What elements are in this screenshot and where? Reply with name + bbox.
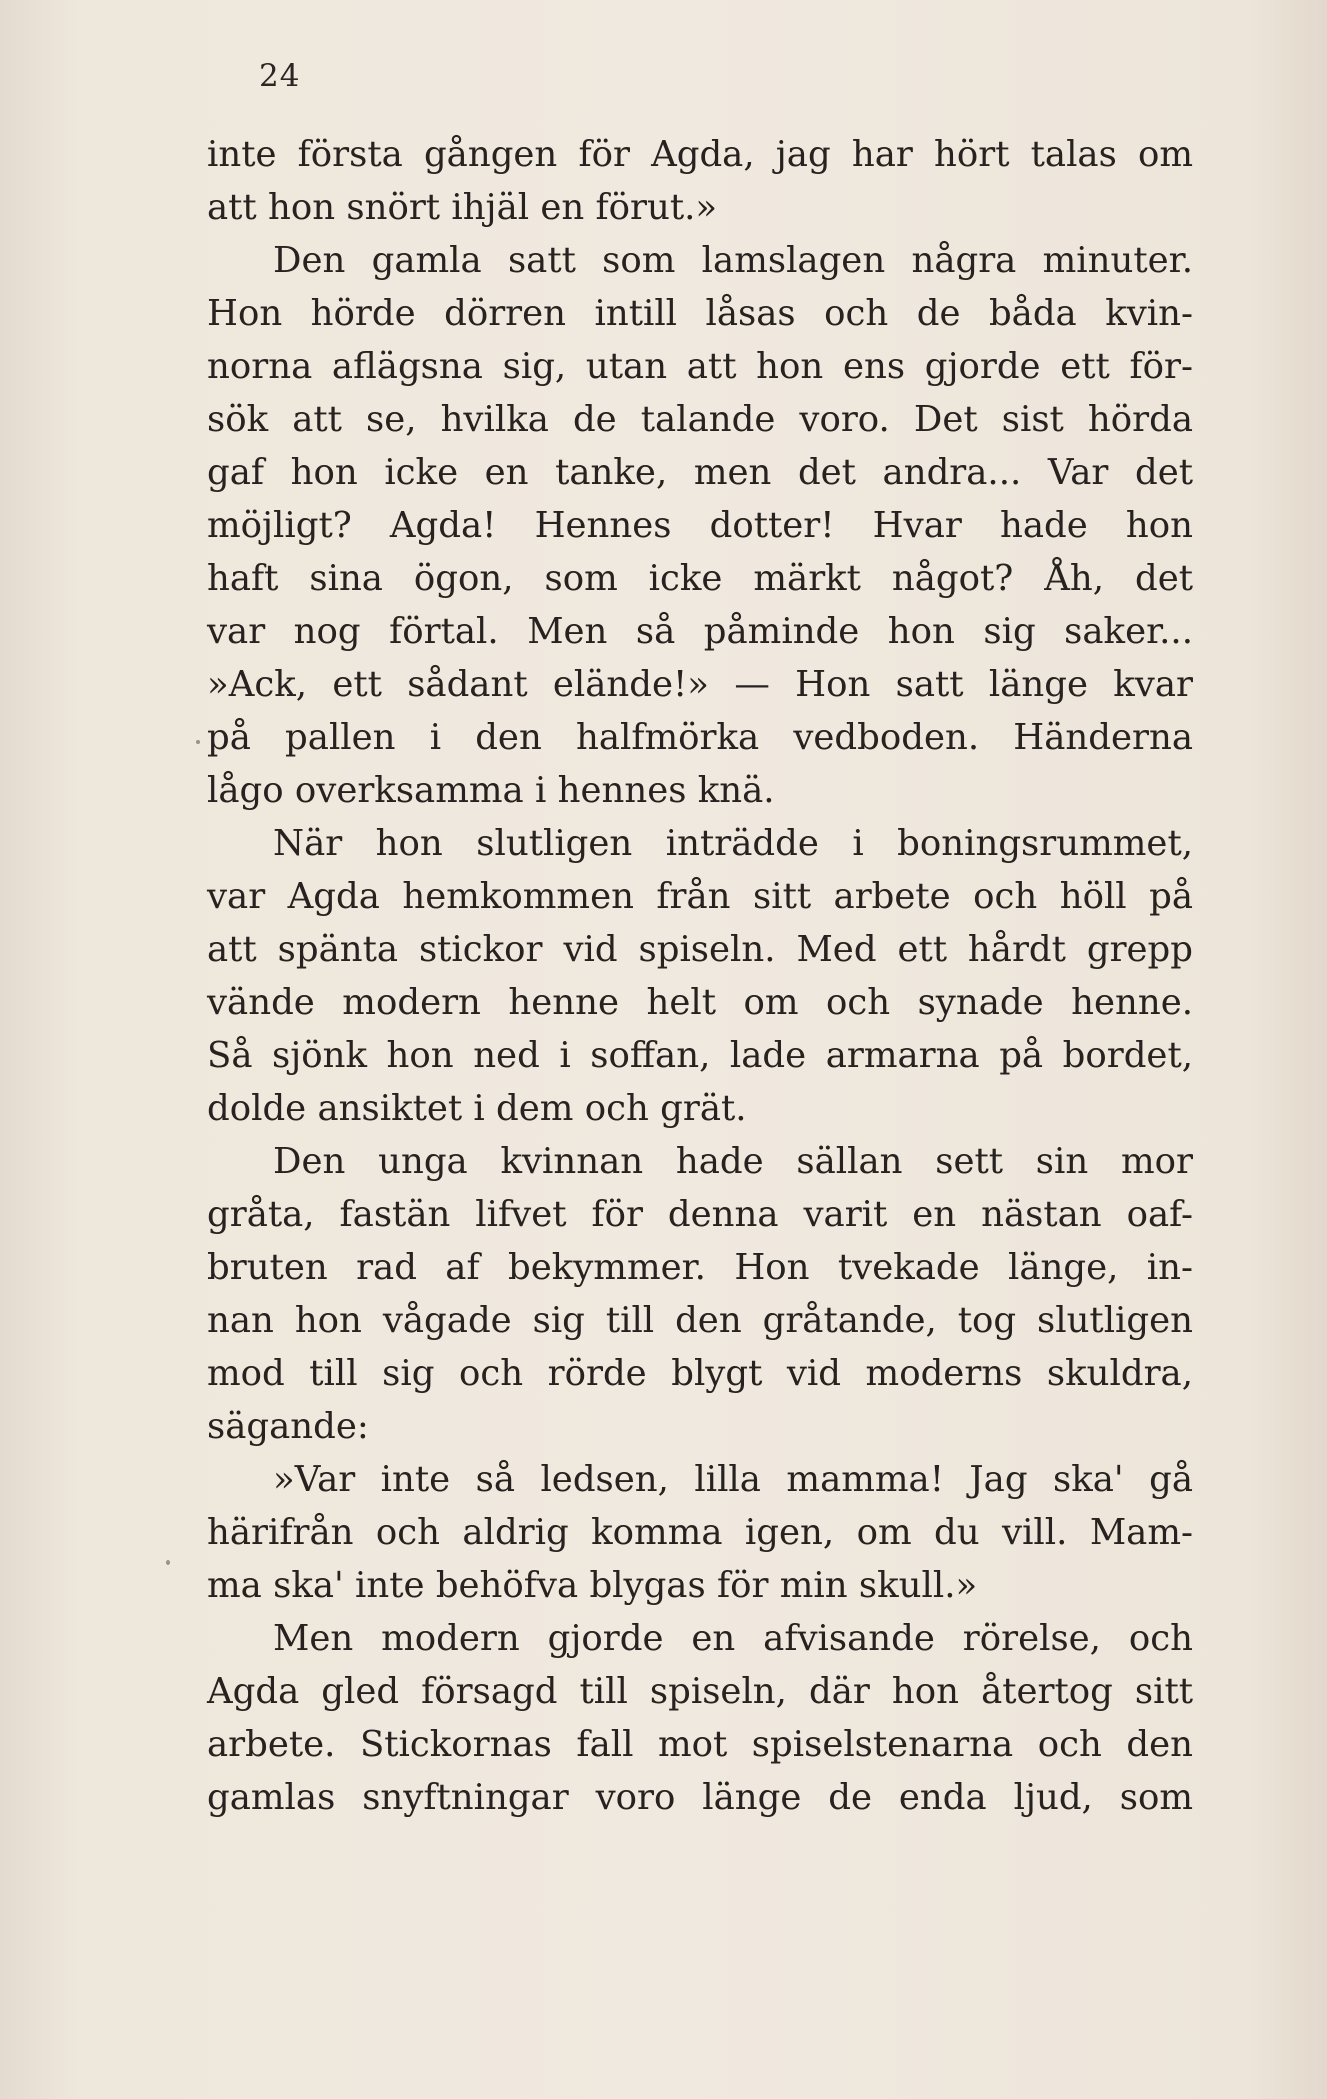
text-line: var nog förtal. Men så påminde hon sig saker... [207,611,1193,652]
text-line: gråta, fastän lifvet för denna varit en nästan oaf- [207,1194,1193,1235]
text-line: inte första gången för Agda, jag har hört talas om [207,134,1193,175]
text-line: härifrån och aldrig komma igen, om du vill. Mam- [207,1512,1193,1553]
text-line: lågo overksamma i hennes knä. [207,770,775,811]
text-line: sök att se, hvilka de talande voro. Det sist hörda [207,399,1193,440]
text-line: mod till sig och rörde blygt vid moderns skuldra, [207,1353,1193,1394]
text-line: haft sina ögon, som icke märkt något? Åh, det [207,558,1193,599]
text-line: att spänta stickor vid spiseln. Med ett hårdt grepp [207,929,1193,970]
text-line: var Agda hemkommen från sitt arbete och höll på [207,876,1193,917]
text-line: Hon hörde dörren intill låsas och de båda kvin- [207,293,1193,334]
text-line: norna aflägsna sig, utan att hon ens gjorde ett för- [207,346,1193,387]
text-line: Men modern gjorde en afvisande rörelse, och [273,1618,1193,1659]
paper-speck [196,740,200,744]
text-line: »Var inte så ledsen, lilla mamma! Jag ska' gå [273,1459,1193,1500]
text-line: När hon slutligen inträdde i boningsrummet, [273,823,1193,864]
text-line: sägande: [207,1406,369,1447]
text-line: nan hon vågade sig till den gråtande, tog slutligen [207,1300,1193,1341]
text-line: »Ack, ett sådant elände!» — Hon satt länge kvar [207,664,1193,705]
text-line: bruten rad af bekymmer. Hon tvekade länge, in- [207,1247,1193,1288]
text-line: Agda gled försagd till spiseln, där hon återtog sitt [207,1671,1193,1712]
page-number: 24 [259,58,301,94]
text-line: gaf hon icke en tanke, men det andra... Var det [207,452,1193,493]
paper-speck [166,1560,170,1565]
text-line: vände modern henne helt om och synade henne. [207,982,1193,1023]
text-line: att hon snört ihjäl en förut.» [207,187,718,228]
text-line: ma ska' inte behöfva blygas för min skull.» [207,1565,978,1606]
text-line: gamlas snyftningar voro länge de enda ljud, som [207,1777,1193,1818]
text-line: på pallen i den halfmörka vedboden. Händerna [207,717,1193,758]
text-line: Så sjönk hon ned i soffan, lade armarna på bordet, [207,1035,1193,1076]
text-line: dolde ansiktet i dem och grät. [207,1088,747,1129]
text-line: Den unga kvinnan hade sällan sett sin mor [273,1141,1193,1182]
text-line: Den gamla satt som lamslagen några minuter. [273,240,1193,281]
body-text [207,128,1193,1824]
text-line: möjligt? Agda! Hennes dotter! Hvar hade hon [207,505,1193,546]
text-line: arbete. Stickornas fall mot spiselstenarna och den [207,1724,1193,1765]
